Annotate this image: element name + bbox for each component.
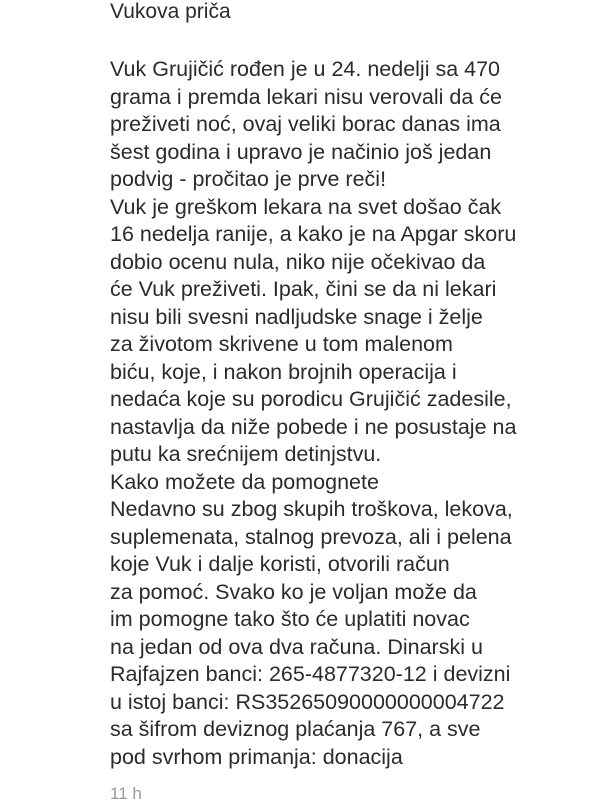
post-text-line: Rajfajzen banci: 265-4877320-12 i devizni bbox=[110, 662, 511, 686]
post-text-line: pod svrhom primanja: donacija bbox=[110, 744, 403, 769]
post-text-line: biću, koje, i nakon brojnih operacija i bbox=[110, 359, 457, 384]
post-text-line: na jedan od ova dva računa. Dinarski u bbox=[110, 634, 483, 659]
post-text-line: grama i premda lekari nisu verovali da će bbox=[110, 84, 502, 109]
post-text-line: Vuk Grujičić rođen je u 24. nedelji sa 470 bbox=[110, 57, 501, 81]
post-text-line: za pomoć. Svako ko je voljan može da bbox=[110, 579, 477, 604]
post-text-line: za životom skrivene u tom malenom bbox=[110, 332, 453, 356]
post-text-line: dobio ocenu nula, niko nije očekivao da bbox=[110, 249, 486, 274]
post-text-line: podvig - pročitao je prve reči! bbox=[110, 167, 387, 191]
post-text-line: nedaća koje su porodicu Grujičić zadesile, bbox=[110, 387, 512, 411]
post-timestamp[interactable]: 11 h bbox=[110, 784, 142, 803]
post-text-line: u istoj banci: RS35265090000000004722 bbox=[110, 689, 505, 714]
post-text-line: Kako možete da pomognete bbox=[110, 469, 379, 494]
post-text-line: putu ka srećnijem detinjstvu. bbox=[110, 442, 382, 466]
post-text-line: šest godina i upravo je načinio još jedan bbox=[110, 139, 492, 164]
post-text-line: preživeti noć, ovaj veliki borac danas ima bbox=[110, 112, 501, 136]
post-text-line: nastavlja da niže pobede i ne posustaje na bbox=[110, 414, 517, 439]
post-text-line: im pomogne tako što će uplatiti novac bbox=[110, 607, 470, 631]
post-text-line: će Vuk preživeti. Ipak, čini se da ni lekari bbox=[110, 277, 497, 301]
post-text-line: nisu bili svesni nadljudske snage i želje bbox=[110, 304, 483, 329]
post-text-line: 16 nedelja ranije, a kako je na Apgar skoru bbox=[110, 222, 517, 246]
post-text-line: suplemenata, stalnog prevoza, ali i pelena bbox=[110, 524, 512, 549]
post-text-line: koje Vuk i dalje koristi, otvorili račun bbox=[110, 552, 450, 576]
post-text-line: sa šifrom deviznog plaćanja 767, a sve bbox=[110, 717, 481, 741]
post-body bbox=[110, 56, 516, 771]
post-text-line: Nedavno su zbog skupih troškova, lekova, bbox=[110, 497, 513, 521]
post-title: Vukova priča bbox=[110, 0, 231, 23]
post-text-line: Vuk je greškom lekara na svet došao čak bbox=[110, 194, 502, 219]
